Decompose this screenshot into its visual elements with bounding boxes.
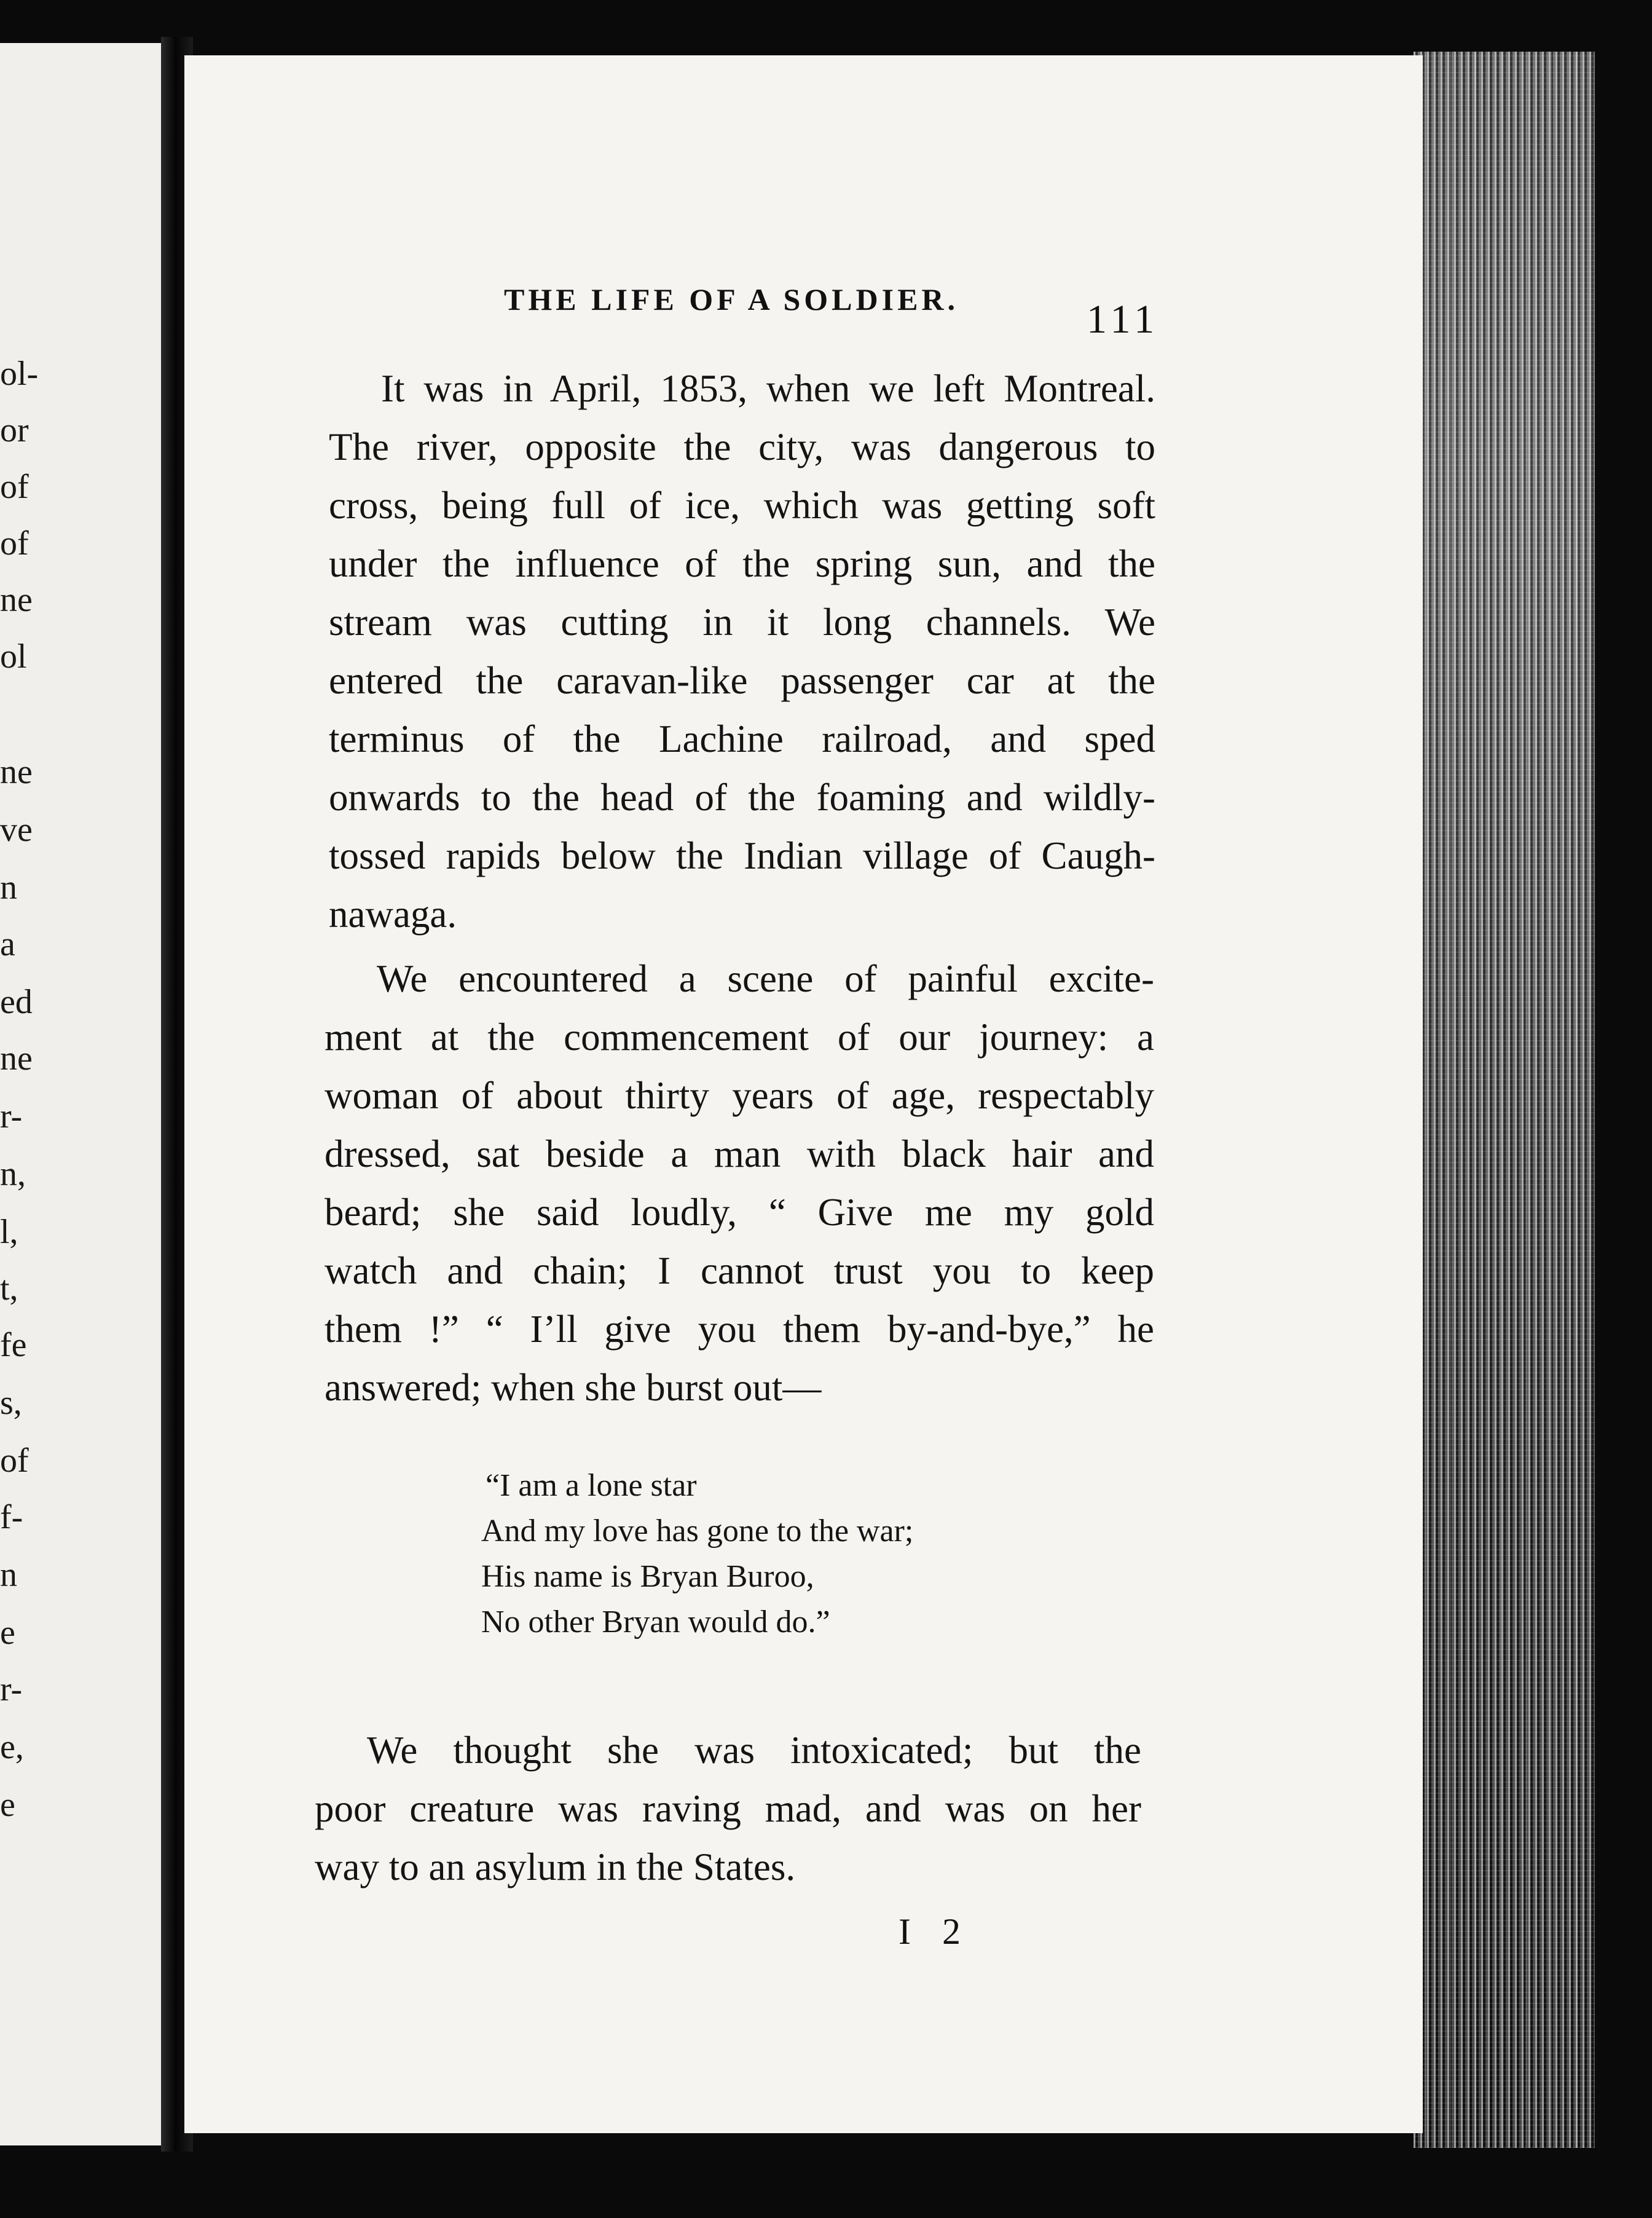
left-page-fragment: of xyxy=(0,1442,29,1480)
text-line: ment at the commencement of our journey: a xyxy=(324,1016,1154,1059)
left-page-fragment: ne xyxy=(0,581,33,619)
text-line: We thought she was intoxicated; but the xyxy=(367,1729,1141,1772)
text-line: under the influence of the spring sun, and the xyxy=(329,542,1155,585)
left-page-fragment: or xyxy=(0,411,29,449)
paragraph-1 xyxy=(329,360,1155,944)
text-line: entered the caravan-like passenger car at the xyxy=(329,659,1155,702)
left-page-fragment: f- xyxy=(0,1498,23,1536)
left-page-fragment: s, xyxy=(0,1384,22,1422)
paragraph-2 xyxy=(324,950,1154,1417)
left-page-fragment: ne xyxy=(0,753,33,791)
text-line: stream was cutting in it long channels. We xyxy=(329,601,1155,644)
text-line: terminus of the Lachine railroad, and sped xyxy=(329,717,1155,760)
left-page-fragment: ol- xyxy=(0,355,39,393)
text-line: woman of about thirty years of age, respectably xyxy=(324,1074,1154,1117)
text-line: beard; she said loudly, “ Give me my gold xyxy=(324,1191,1154,1234)
text-line: cross, being full of ice, which was getting soft xyxy=(329,484,1155,527)
left-page-fragment: a xyxy=(0,925,15,963)
left-page-fragment: e, xyxy=(0,1728,24,1766)
text-line: We encountered a scene of painful excite- xyxy=(377,957,1154,1000)
left-page-fragment: ol xyxy=(0,637,27,676)
text-line: It was in April, 1853, when we left Montreal. xyxy=(381,367,1155,410)
left-page-fragment: n xyxy=(0,869,17,907)
text-line: tossed rapids below the Indian village of Caugh- xyxy=(329,834,1155,877)
page-edges xyxy=(1414,52,1595,2148)
left-page-fragment: of xyxy=(0,524,29,562)
running-head: THE LIFE OF A SOLDIER. xyxy=(504,282,959,317)
text-line: poor creature was raving mad, and was on her xyxy=(315,1787,1141,1830)
text-line: onwards to the head of the foaming and wildly- xyxy=(329,776,1155,819)
left-page-fragment: e xyxy=(0,1786,15,1824)
left-page-fragment: t, xyxy=(0,1269,18,1308)
text-line: way to an asylum in the States. xyxy=(315,1845,796,1888)
text-line: The river, opposite the city, was dangerous to xyxy=(329,425,1155,468)
left-page-fragment: r- xyxy=(0,1097,23,1135)
left-page-fragment: of xyxy=(0,468,29,506)
verse-line: “I am a lone star xyxy=(486,1468,697,1503)
left-facing-page xyxy=(0,43,161,2145)
left-page-fragment: ve xyxy=(0,811,33,849)
text-line: nawaga. xyxy=(329,893,457,936)
text-line: watch and chain; I cannot trust you to keep xyxy=(324,1249,1154,1292)
left-page-fragment: n, xyxy=(0,1155,26,1193)
left-page-fragment: l, xyxy=(0,1213,18,1251)
left-page-fragment: ne xyxy=(0,1040,33,1078)
left-page-fragment: ed xyxy=(0,983,33,1021)
text-line: them !” “ I’ll give you them by-and-bye,” he xyxy=(324,1308,1154,1351)
verse-line: And my love has gone to the war; xyxy=(481,1514,914,1549)
text-line: dressed, sat beside a man with black hair and xyxy=(324,1132,1154,1175)
signature-mark: I 2 xyxy=(899,1911,972,1952)
verse-line: His name is Bryan Buroo, xyxy=(481,1559,814,1594)
left-page-fragment: n xyxy=(0,1556,17,1594)
page-number: 111 xyxy=(1087,297,1160,342)
text-line: answered; when she burst out— xyxy=(324,1366,822,1409)
left-page-fragment: r- xyxy=(0,1670,23,1708)
left-page-fragment: fe xyxy=(0,1326,27,1364)
verse-block xyxy=(479,1463,913,1645)
verse-line: No other Bryan would do.” xyxy=(481,1604,830,1640)
left-page-fragment: e xyxy=(0,1614,15,1652)
paragraph-3 xyxy=(315,1721,1141,1896)
